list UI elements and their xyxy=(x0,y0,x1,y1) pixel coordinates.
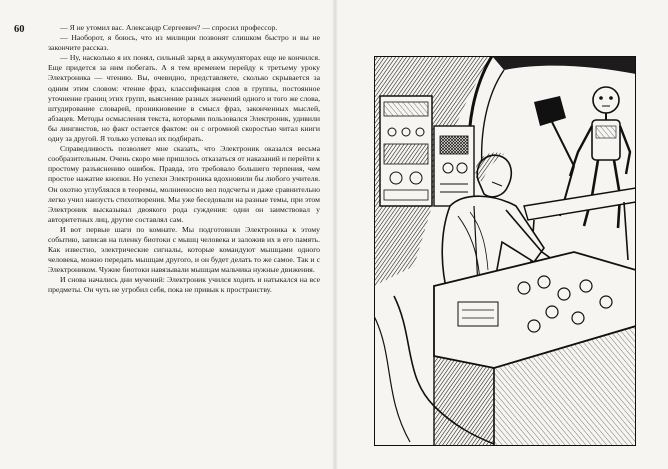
right-page xyxy=(338,0,668,469)
page-number: 60 xyxy=(14,24,25,35)
text-block xyxy=(48,23,320,296)
paragraph: — Ну, насколько я их понял, сильный заряд в аккумуляторах еще не кончился. Еще придется за ним побегать. А я тем временем перейду к третьему уроку Электроника — чтению. Вы, очевидно, представляете, сколько скрывается за одним этим словом: чтение фраз, классификация слов в группы, постоянное уточнение границ этих групп, выяснение разных значений одного и того же слова, штудирование словарей, проникновение в смысл фраз, законченных мыслей, абзацев. Методы осмысления текста, которыми пользовался Электроник, удивили бы лингвистов, но факт остается фактом: он с огромной скоростью читал книги одну за другой. Я только успевал их подбирать. xyxy=(48,53,320,144)
paragraph: И вот первые шаги по комнате. Мы подготовили Электроника к этому событию, записав на пленку биотоки с мышц человека и заложив их в его память. Как известно, электрические сигналы, которые командуют мышцами одного человека, можно передать мышцам другого, и он будет делать то же самое. Так и с Электроником. Чужие биотоки навязывали мышцам мальчика нужные движения. xyxy=(48,224,320,275)
illustration-scientist-and-robot xyxy=(374,56,636,446)
paragraph: — Я не утомил вас. Александр Сергеевич? — спросил профессор. xyxy=(60,23,278,32)
equipment-rack-icon xyxy=(380,96,432,206)
control-cabinet-icon xyxy=(434,126,474,206)
control-desk-icon xyxy=(434,252,636,446)
paragraph: — Наоборот, я боюсь, что из милиции позвонят слишком быстро и вы не закончите рассказ. xyxy=(48,33,320,53)
paragraph: И снова начались дни мучений: Электроник учился ходить и натыкался на все предметы. Он чуть не угробил себя, пока не привык к пространству. xyxy=(48,275,320,295)
paragraph: Справедливость позволяет мне сказать, что Электроник оказался весьма сообразительным. Очень скоро мне пришлось отказаться от наказаний и перейти к простому разъяснению ошибок. Правда, это требовало большего терпения, чем простое нажатие кнопки. Но успехи Электроника вдохновили бы любого учителя. Он охотно углублялся в теоремы, молниеносно вел подсчеты и даже сравнительно легко учил наизусть стихотворения. Мы уже беседовали на разные темы, при этом Электроник высказывал двоякого рода суждения: одни он заимствовал у авторитетных лиц, другие составлял сам. xyxy=(48,144,320,224)
